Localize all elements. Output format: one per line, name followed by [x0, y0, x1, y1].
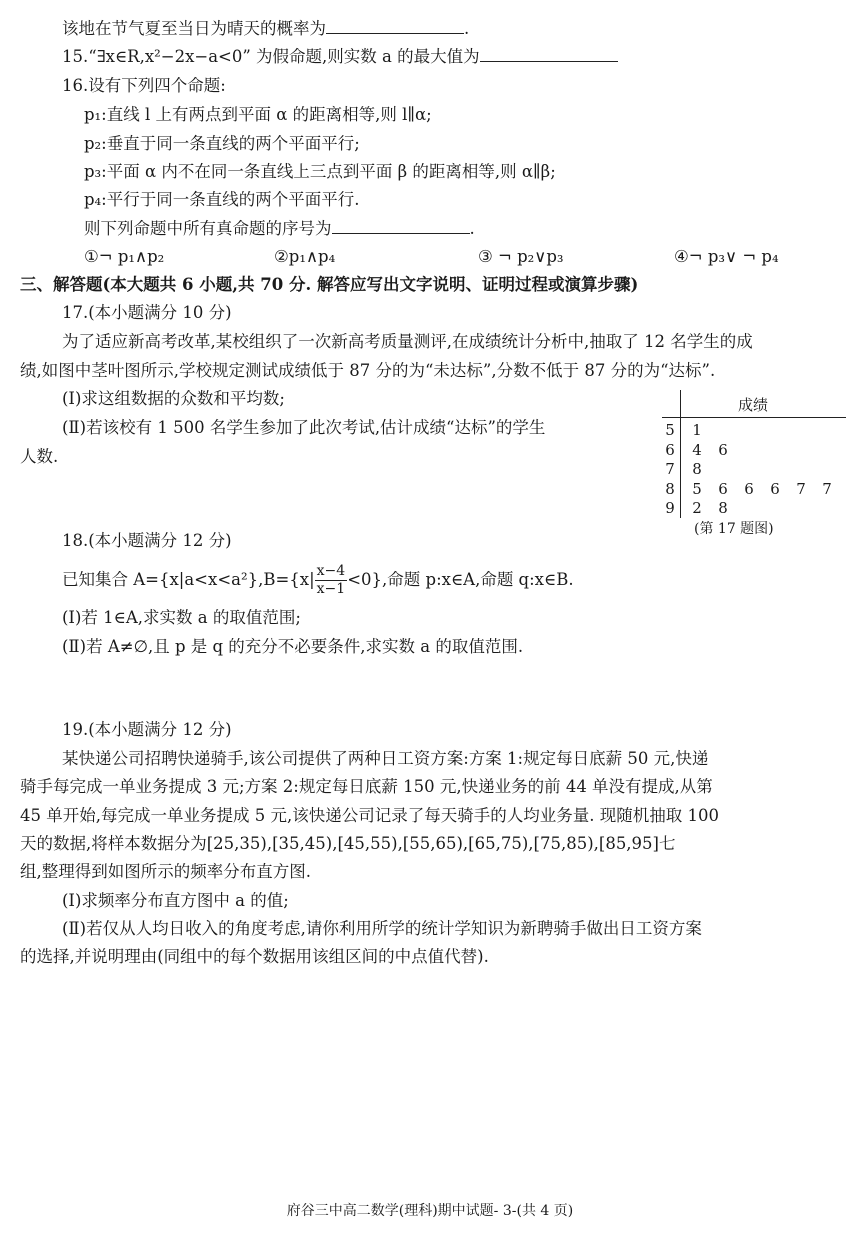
section-heading: 三、解答题(本大题共 6 小题,共 70 分. 解答应写出文字说明、证明过程或演算步骤) — [20, 275, 639, 294]
question-16-stem: 16.设有下列四个命题: — [62, 76, 226, 95]
q18-sets: 已知集合 A={x|a<x<a²},B={x| $\frac{x-4}{x-1}$ <0},命题 p:x∈A,命题 q:x∈B. — [62, 563, 574, 597]
q17-para-line1: 为了适应新高考改革,某校组织了一次新高考质量测评,在成绩统计分析中,抽取了 12 名学生的成 — [62, 332, 753, 351]
stem-leaf-header: 成绩 — [738, 396, 769, 414]
leaf-value: 6 — [718, 479, 728, 498]
q19-line5: 组,整理得到如图所示的频率分布直方图. — [20, 862, 311, 881]
q17-para-line2: 绩,如图中茎叶图所示,学校规定测试成绩低于 87 分的为“未达标”,分数不低于 87 分的为“达标”. — [20, 361, 716, 380]
question-18-head: 18.(本小题满分 12 分) — [62, 531, 232, 550]
q19-part-i: (Ⅰ)求频率分布直方图中 a 的值; — [62, 891, 289, 910]
answer-blank — [332, 217, 470, 234]
page-footer: 府谷三中高二数学(理科)期中试题- 3-(共 4 页) — [286, 1203, 574, 1219]
q19-line4: 天的数据,将样本数据分为[25,35),[35,45),[45,55),[55,65),[65,75),[75,85),[85,95]七 — [20, 834, 676, 853]
q18-part-i: (Ⅰ)若 1∈A,求实数 a 的取值范围; — [62, 608, 301, 627]
leaf-value: 6 — [744, 479, 754, 498]
option-4: ④¬ p₃∨ ¬ p₄ — [674, 247, 779, 266]
leaf-value: 8 — [692, 460, 702, 478]
question-16-ask: 则下列命题中所有真命题的序号为 . — [84, 219, 475, 238]
question-17-head: 17.(本小题满分 10 分) — [62, 303, 232, 322]
answer-blank — [480, 45, 618, 62]
leaf-value: 4 — [692, 440, 702, 459]
leaf-value: 6 — [718, 440, 728, 459]
stem-leaf-plot — [658, 390, 848, 537]
stem-value: 8 — [665, 479, 675, 498]
stem-value: 5 — [665, 421, 675, 439]
proposition-p4: p₄:平行于同一条直线的两个平面平行. — [84, 190, 360, 209]
stem-divider — [680, 390, 681, 518]
figure-caption: (第 17 题图) — [694, 521, 774, 537]
proposition-p1: p₁:直线 l 上有两点到平面 α 的距离相等,则 l∥α; — [84, 105, 432, 124]
fraction: $\frac{x-4}{x-1}$ — [316, 563, 346, 597]
option-1: ①¬ p₁∧p₂ — [84, 247, 165, 266]
leaf-value: 5 — [692, 479, 702, 498]
leaf-value: 7 — [822, 479, 832, 498]
q18-part-ii: (Ⅱ)若 A≠∅,且 p 是 q 的充分不必要条件,求实数 a 的取值范围. — [62, 637, 524, 656]
q19-part-ii: (Ⅱ)若仅从人均日收入的角度考虑,请你利用所学的统计学知识为新聘骑手做出日工资方案 — [62, 919, 702, 938]
question-15: 15.“∃x∈R,x²−2x−a<0” 为假命题,则实数 a 的最大值为 — [62, 45, 618, 68]
leaf-value: 6 — [770, 479, 780, 498]
header-divider — [662, 417, 846, 418]
q14-tail: 该地在节气夏至当日为晴天的概率为 . — [62, 19, 470, 38]
stem-value: 6 — [665, 440, 675, 459]
q19-line2: 骑手每完成一单业务提成 3 元;方案 2:规定每日底薪 150 元,快递业务的前 44 单没有提成,从第 — [20, 777, 713, 796]
q19-part-ii-cont: 的选择,并说明理由(同组中的每个数据用该组区间的中点值代替). — [20, 947, 489, 966]
question-19-head: 19.(本小题满分 12 分) — [62, 720, 232, 739]
q15-math: ∃x∈R,x²−2x−a<0 — [96, 47, 243, 66]
q17-part-ii-cont: 人数. — [20, 447, 59, 466]
leaf-value: 2 — [692, 499, 702, 517]
q19-line3: 45 单开始,每完成一单业务提成 5 元,该快递公司记录了每天骑手的人均业务量. 现随机抽取 100 — [20, 806, 719, 825]
leaf-value: 1 — [692, 421, 702, 439]
leaf-value: 7 — [796, 479, 806, 498]
proposition-p2: p₂:垂直于同一条直线的两个平面平行; — [84, 134, 360, 153]
proposition-p3: p₃:平面 α 内不在同一条直线上三点到平面 β 的距离相等,则 α∥β; — [84, 162, 556, 181]
stem-value: 9 — [665, 499, 675, 517]
q17-part-i: (Ⅰ)求这组数据的众数和平均数; — [62, 389, 285, 408]
leaf-value: 8 — [718, 499, 728, 517]
q17-part-ii: (Ⅱ)若该校有 1 500 名学生参加了此次考试,估计成绩“达标”的学生 — [62, 418, 546, 437]
option-3: ③ ¬ p₂∨p₃ — [478, 247, 564, 266]
stem-value: 7 — [665, 460, 675, 478]
answer-blank — [326, 17, 464, 34]
q19-line1: 某快递公司招聘快递骑手,该公司提供了两种日工资方案:方案 1:规定每日底薪 50 元,快递 — [62, 749, 709, 768]
option-2: ②p₁∧p₄ — [274, 247, 336, 266]
